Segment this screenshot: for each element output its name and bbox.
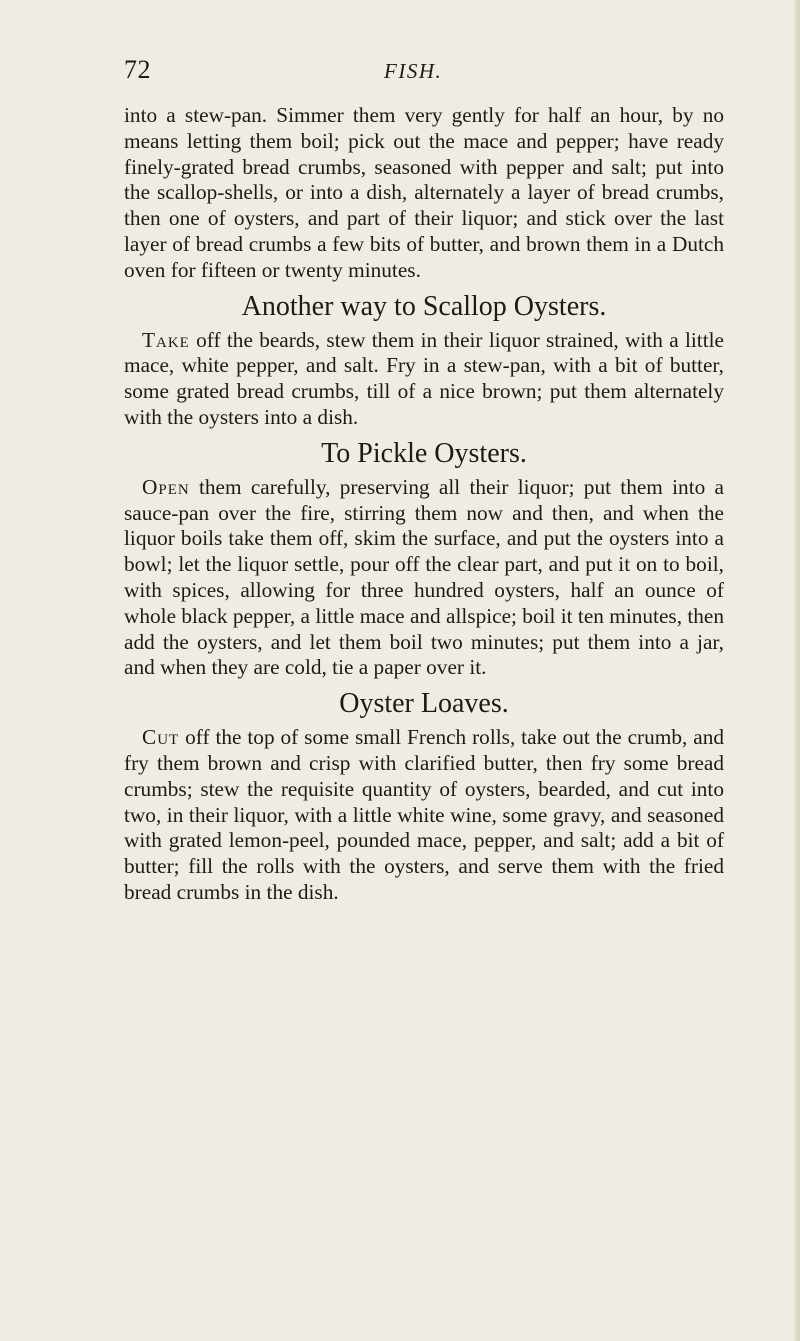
loaves-body: off the top of some small French rolls, take out the crumb, and fry them brown and crisp with clarified butter, then fry some bread crumbs; stew the requisite quantity of oysters, bearded, and cut into two, in their liquor, with a little white wine, some gravy, and seasoned with grated lemon-peel, pounded mace, pepper, and salt; add a bit of butter; fill the rolls with the oysters, and serve them with the fried bread crumbs in the dish. [124, 725, 724, 904]
loaves-heading: Oyster Loaves. [339, 688, 509, 720]
scallop-lead-word: Take [142, 327, 190, 352]
scallop-body: off the beards, stew them in their liquor strained, with a little mace, white pepper, and salt. Fry in a stew-pan, with a bit of butter, some grated bread crumbs, till of a nice brown; put them alternately with the oysters into a dish. [124, 327, 724, 429]
loaves-paragraph [124, 725, 724, 906]
page-content [124, 55, 724, 906]
page-edge [794, 0, 800, 1341]
scallop-heading: Another way to Scallop Oysters. [241, 290, 607, 322]
scallop-paragraph [124, 328, 724, 431]
loaves-lead-word: Cut [142, 725, 180, 750]
running-title: FISH. [384, 59, 443, 83]
running-head [124, 55, 724, 103]
intro-paragraph: into a stew-pan. Simmer them very gently for half an hour, by no means letting them boil; pick out the mace and pepper; have ready finely-grated bread crumbs, seasoned with pepper and salt; put into the scallop-shells, or into a dish, alternately a layer of bread crumbs, then one of oysters, and part of their liquor; and stick over the last layer of bread crumbs a few bits of butter, and brown them in a Dutch oven for fifteen or twenty minutes. [124, 103, 724, 282]
page-number: 72 [124, 55, 151, 84]
pickle-heading: To Pickle Oysters. [321, 437, 527, 469]
pickle-body: them carefully, preserving all their liquor; put them into a sauce-pan over the fire, stirring them now and then, and when the liquor boils take them off, skim the surface, and put the oysters into a bowl; let the liquor settle, pour off the clear part, and put it on to boil, with spices, allowing for three hundred oysters, half an ounce of whole black pepper, a little mace and allspice; boil it ten minutes, then add the oysters, and let them boil two minutes; put them into a jar, and when they are cold, tie a paper over it. [124, 474, 725, 680]
pickle-paragraph [124, 475, 724, 681]
pickle-lead-word: Open [142, 474, 190, 499]
